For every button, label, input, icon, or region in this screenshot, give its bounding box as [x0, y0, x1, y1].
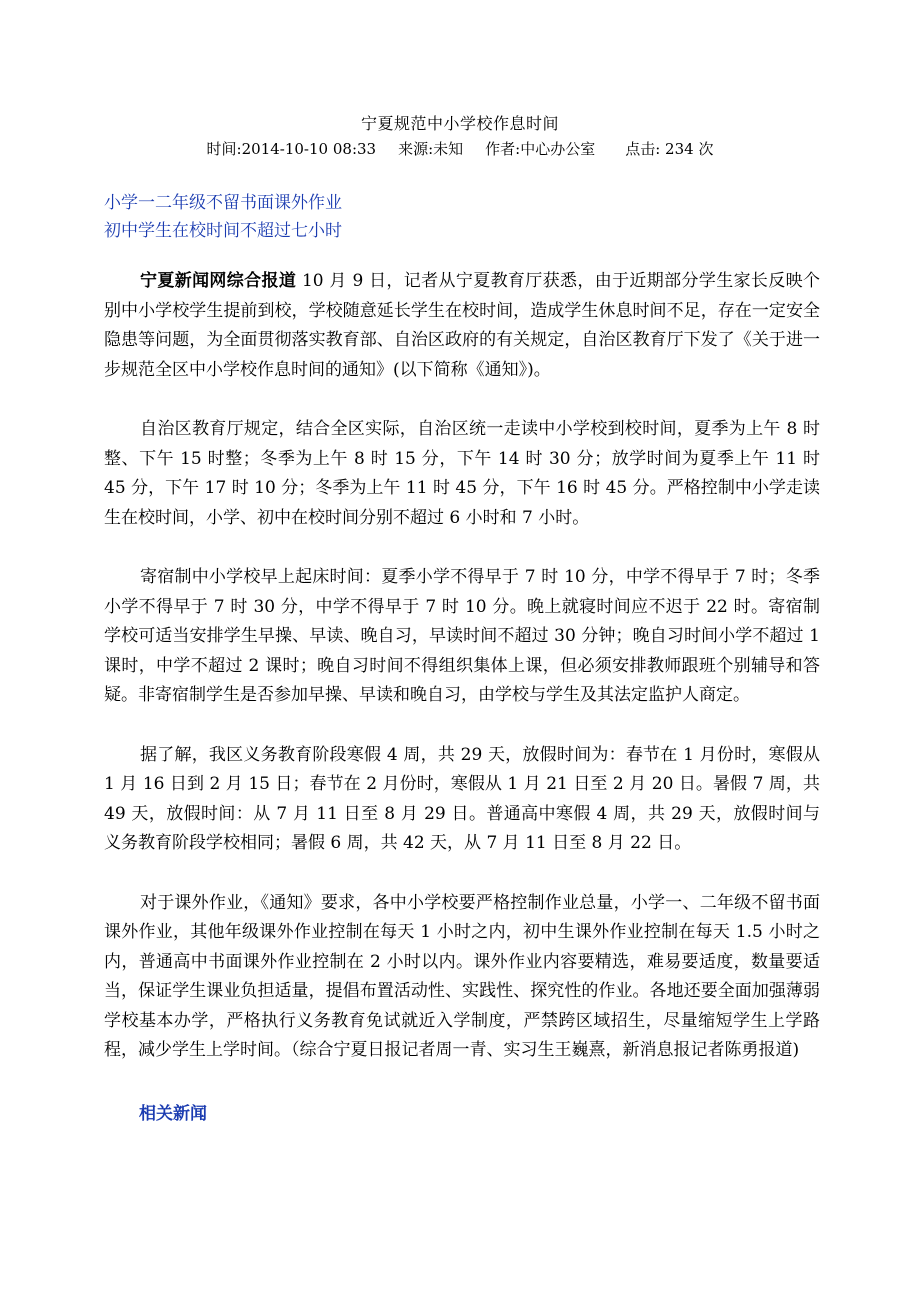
paragraph-1	[104, 267, 820, 385]
subhead-1: 小学一二年级不留书面课外作业	[104, 193, 342, 213]
meta-source: 来源:未知	[398, 140, 464, 158]
subhead-2: 初中学生在校时间不超过七小时	[104, 221, 342, 241]
paragraph-4: 据了解，我区义务教育阶段寒假 4 周，共 29 天，放假时间为：春节在 1 月份时，寒假从 1 月 16 日到 2 月 15 日；春节在 2 月份时，寒假从 1 月 21 日至 2 月 20 日。暑假 7 周，共 49 天，放假时间：从 7 月 11 日至 8 月 29 日。普通高中寒假 4 周，共 29 天，放假时间与义务教育阶段学校相同；暑假 6 周，共 42 天，从 7 月 11 日至 8 月 22 日。	[104, 744, 820, 853]
meta-author: 作者:中心办公室	[485, 140, 596, 158]
related-news-link[interactable]: 相关新闻	[139, 1104, 207, 1124]
paragraph-1-lead: 宁夏新闻网综合报道	[140, 271, 297, 291]
paragraph-3: 寄宿制中小学校早上起床时间：夏季小学不得早于 7 时 10 分，中学不得早于 7 时；冬季小学不得早于 7 时 30 分，中学不得早于 7 时 10 分。晚上就寝时间应不迟于 22 时。寄宿制学校可适当安排学生早操、早读、晚自习，早读时间不超过 30 分钟；晚自习时间小学不超过 1 课时，中学不超过 2 课时；晚自习时间不得组织集体上课，但必须安排教师跟班个别辅导和答疑。非寄宿制学生是否参加早操、早读和晚自习，由学校与学生及其法定监护人商定。	[104, 567, 820, 705]
article-title: 宁夏规范中小学校作息时间	[360, 114, 559, 133]
paragraph-2: 自治区教育厅规定，结合全区实际，自治区统一走读中小学校到校时间，夏季为上午 8 时整、下午 15 时整；冬季为上午 8 时 15 分，下午 14 时 30 分；放学时间为夏季上午 11 时 45 分，下午 17 时 10 分；冬季为上午 11 时 45 分，下午 16 时 45 分。严格控制中小学走读生在校时间，小学、初中在校时间分别不超过 6 小时和 7 小时。	[104, 419, 820, 528]
paragraph-1-body: 10 月 9 日，记者从宁夏教育厅获悉，由于近期部分学生家长反映个别中小学校学生提前到校，学校随意延长学生在校时间，造成学生休息时间不足，存在一定安全隐患等问题，为全面贯彻落实教育部、自治区政府的有关规定，自治区教育厅下发了《关于进一步规范全区中小学校作息时间的通知》(以下简称《通知》)。	[104, 271, 821, 380]
article-body	[104, 267, 820, 1096]
article-meta	[0, 138, 920, 160]
paragraph-5: 对于课外作业，《通知》要求，各中小学校要严格控制作业总量，小学一、二年级不留书面课外作业，其他年级课外作业控制在每天 1 小时之内，初中生课外作业控制在每天 1.5 小时之内，普通高中书面课外作业控制在 2 小时以内。课外作业内容要精选，难易要适度，数量要适当，保证学生课业负担适量，提倡布置活动性、实践性、探究性的作业。各地还要全面加强薄弱学校基本办学，严格执行义务教育免试就近入学制度，严禁跨区域招生，尽量缩短学生上学路程，减少学生上学时间。（综合宁夏日报记者周一青、实习生王巍熹，新消息报记者陈勇报道)	[104, 892, 820, 1060]
article-subheads	[104, 189, 824, 245]
meta-clicks: 点击: 234 次	[625, 140, 714, 158]
meta-time: 时间:2014-10-10 08:33	[206, 140, 377, 158]
